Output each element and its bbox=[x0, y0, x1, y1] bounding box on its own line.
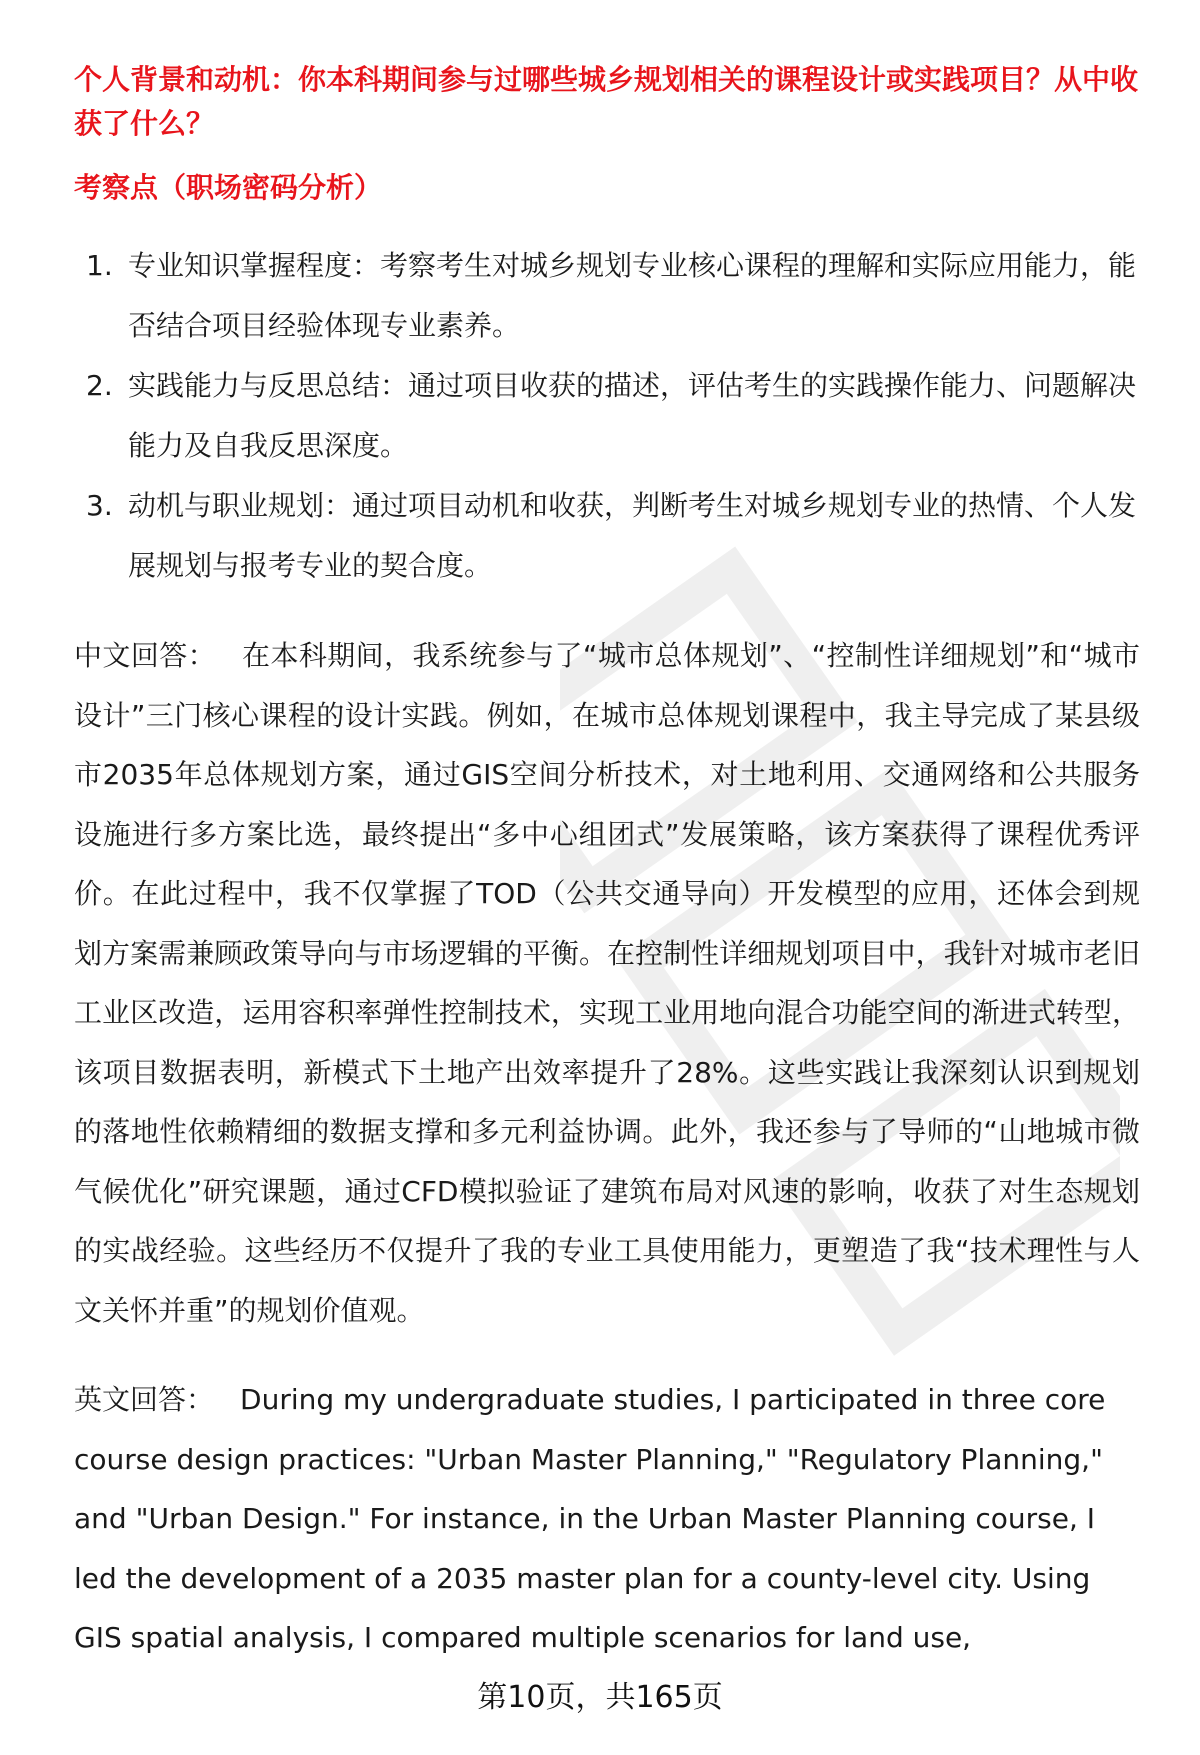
page-footer: 第10页，共165页 bbox=[477, 1680, 723, 1715]
english-answer-label: 英文回答： bbox=[74, 1383, 215, 1416]
question-heading: 个人背景和动机：你本科期间参与过哪些城乡规划相关的课程设计或实践项目？从中收获了什么？ bbox=[74, 63, 1139, 140]
list-item-number: 3. bbox=[86, 489, 113, 522]
list-item-number: 2. bbox=[86, 369, 113, 402]
list-item bbox=[74, 236, 1140, 356]
english-answer bbox=[74, 1370, 1140, 1668]
chinese-answer bbox=[74, 626, 1140, 1340]
list-item-number: 1. bbox=[86, 249, 113, 282]
chinese-answer-label: 中文回答： bbox=[74, 639, 217, 672]
list-item-text: 实践能力与反思总结：通过项目收获的描述，评估考生的实践操作能力、问题解决能力及自我反思深度。 bbox=[128, 369, 1137, 462]
list-item-text: 动机与职业规划：通过项目动机和收获，判断考生对城乡规划专业的热情、个人发展规划与报考专业的契合度。 bbox=[128, 489, 1137, 582]
english-answer-text: During my undergraduate studies, I participated in three core course design practices: "Urban Master Planning," "Regulatory Planning," and "Urban Design." For instance, in the Urban Master Planning course, I led the development of a 2035 master plan for a county-level city. Using GIS spatial analysis, I compared multiple scenarios for land use, bbox=[74, 1383, 1106, 1654]
list-item-text: 专业知识掌握程度：考察考生对城乡规划专业核心课程的理解和实际应用能力，能否结合项目经验体现专业素养。 bbox=[128, 249, 1137, 342]
assessment-points-list bbox=[74, 236, 1140, 596]
assessment-heading: 考察点（职场密码分析） bbox=[74, 171, 383, 204]
list-item bbox=[74, 476, 1140, 596]
list-item bbox=[74, 356, 1140, 476]
chinese-answer-text: 在本科期间，我系统参与了“城市总体规划”、“控制性详细规划”和“城市设计”三门核心课程的设计实践。例如，在城市总体规划课程中，我主导完成了某县级市2035年总体规划方案，通过GIS空间分析技术，对土地利用、交通网络和公共服务设施进行多方案比选，最终提出“多中心组团式”发展策略，该方案获得了课程优秀评价。在此过程中，我不仅掌握了TOD（公共交通导向）开发模型的应用，还体会到规划方案需兼顾政策导向与市场逻辑的平衡。在控制性详细规划项目中，我针对城市老旧工业区改造，运用容积率弹性控制技术，实现工业用地向混合功能空间的渐进式转型，该项目数据表明，新模式下土地产出效率提升了28%。这些实践让我深刻认识到规划的落地性依赖精细的数据支撑和多元利益协调。此外，我还参与了导师的“山地城市微气候优化”研究课题，通过CFD模拟验证了建筑布局对风速的影响，收获了对生态规划的实战经验。这些经历不仅提升了我的专业工具使用能力，更塑造了我“技术理性与人文关怀并重”的规划价值观。 bbox=[74, 639, 1140, 1327]
